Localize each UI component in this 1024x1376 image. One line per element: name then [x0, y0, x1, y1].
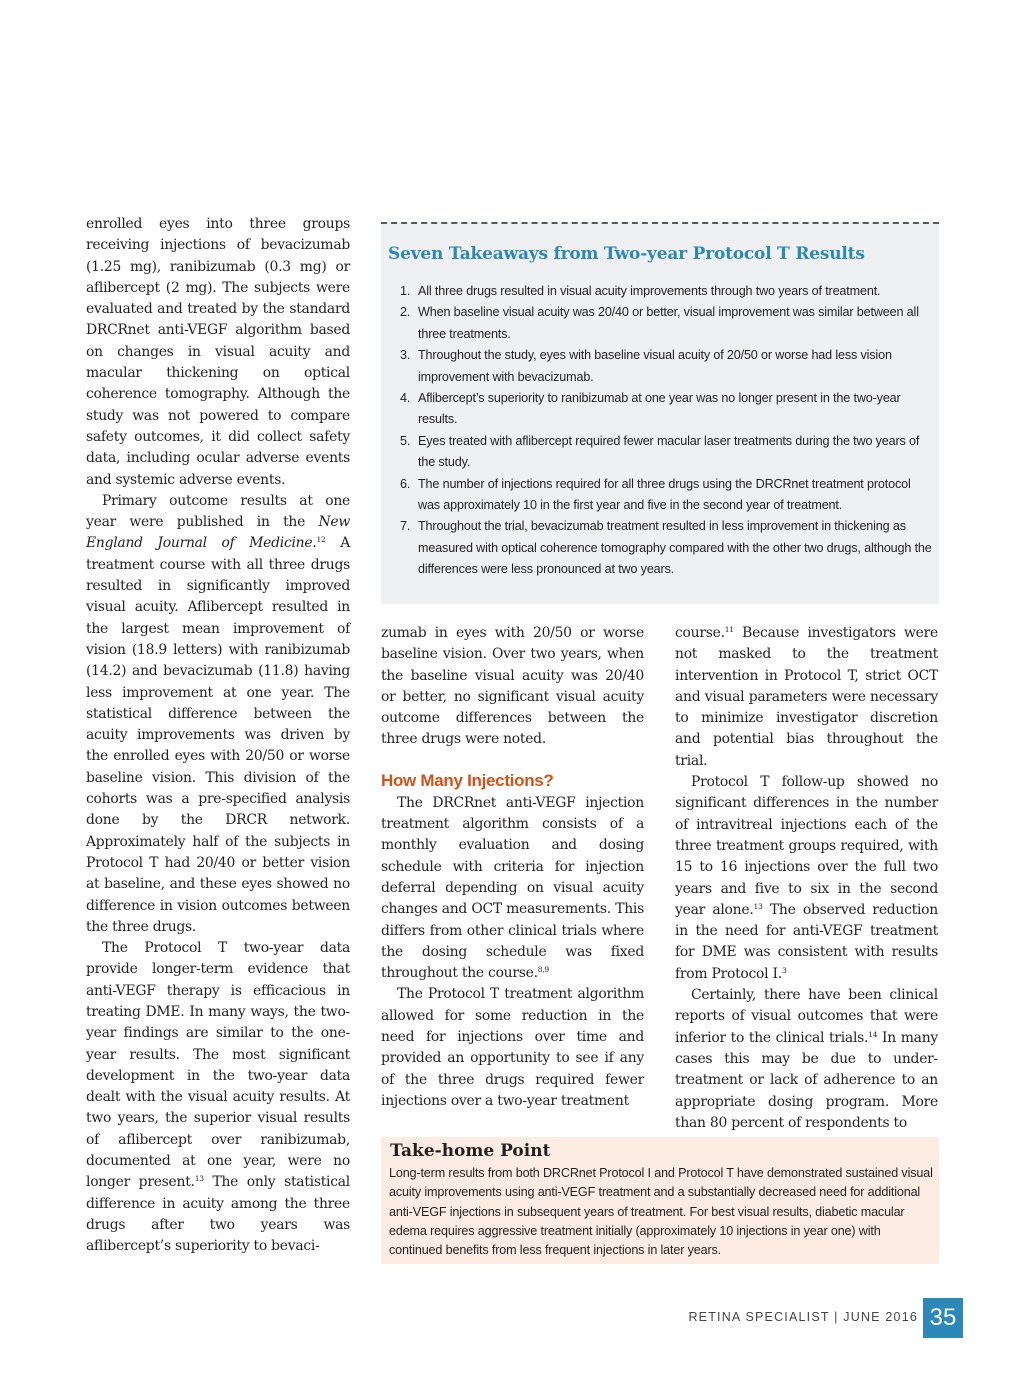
list-number: 3. — [400, 348, 411, 363]
reference-marker: 14 — [868, 1029, 878, 1039]
list-item — [400, 516, 932, 580]
article-column-2 — [381, 623, 644, 1112]
paragraph — [675, 985, 938, 1134]
text-run: A treatment course with all three drugs resulted in significantly improved visual acuity. Aflibercept resulted in the largest mean improvement of vision (18.9 letters) with ranibizumab (14.2) and bevacizumab (11.8) having less improvement at one year. The statistical difference between the acuity improvements was driven by the enrolled eyes with 20/50 or worse baseline vision. This division of the cohorts was a pre-specified analysis done by the DRCR network. Approximately half of the subjects in Protocol T had 20/40 or better vision at baseline, and these eyes showed no difference in vision outcomes between the three drugs. — [86, 535, 350, 935]
list-number: 4. — [400, 391, 411, 406]
reference-marker: 13 — [194, 1174, 204, 1184]
list-item — [400, 281, 932, 302]
list-item — [400, 302, 932, 345]
takeaways-sidebar — [381, 222, 939, 604]
paragraph — [86, 938, 350, 1257]
reference-marker: 13 — [753, 901, 763, 911]
take-home-text: Long-term results from both DRCRnet Protocol I and Protocol T have demonstrated sustained visual acuity improvements using anti-VEGF treatment and a substantially decreased need for additional anti-VEGF injections in subsequent years of treatment. For best visual results, diabetic macular edema requires aggressive treatment initially (approximately 10 injections in year one) with continued benefits from less frequent injections in later years. — [389, 1166, 933, 1258]
paragraph — [675, 772, 938, 985]
list-number: 2. — [400, 305, 411, 320]
reference-marker: 11 — [724, 625, 734, 634]
text-run: Because investigators were not masked to the treatment intervention in Protocol T, strict OCT and visual parameters were necessary to minimize investigator discretion and potential bias throughout the trial. — [675, 625, 938, 769]
list-item — [400, 474, 932, 517]
text-run: Protocol T follow-up showed no significant differences in the number of intravitreal injections each of the three treatment groups required, with 15 to 16 injections over the full two years and five to six in the second year alone. — [675, 774, 938, 918]
list-item — [400, 388, 932, 431]
reference-marker: 12 — [316, 535, 326, 545]
text-run: The only statistical difference in acuity among the three drugs after two years was aflibercept’s superiority to bevaci- — [86, 1174, 351, 1255]
list-item — [400, 345, 932, 388]
reference-marker: 3 — [781, 965, 787, 975]
list-text: Eyes treated with aflibercept required fewer macular laser treatments during the two years of the study. — [418, 433, 920, 470]
journal-title: New England Journal of Medicine — [86, 514, 350, 552]
paragraph: Primary outcome results at one year were published in the New England Journal of Medicine.$^{12}$ A treatment course with all three drugs resulted in significantly improved visual acuity. Aflibercept resulted in the largest mean improvement of vision (18.9 letters) with ranibizumab (14.2) and bevacizumab (11.8) having less improvement at one year. The statistical difference between the acuity improvements was driven by the enrolled eyes with 20/50 or worse baseline vision. This division of the cohorts was a pre-specified analysis done by the DRCR network. Approximately half of the subjects in Protocol T had 20/40 or better vision at baseline, and these eyes showed no difference in vision outcomes between the three drugs. — [86, 492, 350, 935]
text-run: In many cases this may be due to under-treatment or lack of adherence to an appropriate dosing program. More than 80 percent of respondents to — [675, 1029, 938, 1131]
takeaways-list — [400, 281, 932, 581]
text-run: Certainly, there have been clinical reports of visual outcomes that were inferior to the clinical trials. — [675, 987, 938, 1046]
page-number: 35 — [923, 1298, 963, 1338]
section-heading: How Many Injections? — [381, 770, 554, 790]
list-text: When baseline visual acuity was 20/40 or better, visual improvement was similar between all three treatments. — [418, 305, 919, 341]
list-number: 6. — [400, 476, 411, 491]
publication-footer: RETINA SPECIALIST | JUNE 2016 — [688, 1310, 918, 1324]
list-number: 5. — [400, 433, 411, 448]
text-run: The DRCRnet anti-VEGF injection treatment algorithm consists of a monthly evaluation and dosing schedule with criteria for injection deferral depending on visual acuity changes and OCT measurements. This differs from other clinical trials where the dosing schedule was fixed throughout the course. — [381, 794, 644, 982]
text-run: course. — [675, 625, 725, 641]
sidebar-title: Seven Takeaways from Two-year Protocol T Results — [388, 244, 865, 264]
text-run: Primary outcome results at one year were published in the — [86, 492, 350, 531]
list-text: Throughout the study, eyes with baseline visual acuity of 20/50 or worse had less vision improvement with bevacizumab. — [418, 348, 892, 384]
take-home-box — [381, 1137, 939, 1264]
paragraph: The Protocol T treatment algorithm allowed for some reduction in the need for injections over time and provided an opportunity to see if any of the three drugs required fewer injections over a two-year treatment — [381, 986, 644, 1109]
list-text: All three drugs resulted in visual acuity improvements through two years of treatment. — [418, 284, 881, 298]
text-run: The observed reduction in the need for anti-VEGF treatment for DME was consistent with results from Protocol I. — [675, 901, 938, 982]
list-text: Aflibercept’s superiority to ranibizumab at one year was no longer present in the two-year results. — [418, 391, 901, 427]
list-item — [400, 431, 932, 474]
reference-marker: 8,9 — [537, 965, 549, 975]
paragraph: zumab in eyes with 20/50 or worse baseline vision. Over two years, when the baseline visual acuity was 20/40 or better, no significant visual acuity outcome differences between the three drugs were noted. — [381, 625, 644, 748]
text-run: The Protocol T two-year data provide longer-term evidence that anti-VEGF therapy is efficacious in treating DME. In many ways, the two-year findings are similar to the one-year results. The most significant development in the two-year data dealt with the visual acuity results. At two years, the superior visual results of aflibercept over ranibizumab, documented at one year, were no longer present. — [86, 940, 350, 1191]
list-number: 1. — [400, 284, 411, 298]
list-text: Throughout the trial, bevacizumab treatment resulted in less improvement in thickening as measured with optical coherence tomography compared with the other two drugs, although the differences were less pronounced at two years. — [418, 519, 932, 577]
article-column-1 — [86, 214, 350, 1258]
article-column-3 — [675, 623, 938, 1134]
list-text: The number of injections required for all three drugs using the DRCRnet treatment protocol was approximately 10 in the first year and five in the second year of treatment. — [418, 476, 911, 513]
list-number: 7. — [400, 519, 411, 534]
paragraph — [675, 623, 938, 772]
paragraph: enrolled eyes into three groups receiving injections of bevacizumab (1.25 mg), ranibizumab (0.3 mg) or aflibercept (2 mg). The subjects were evaluated and treated by the standard DRCRnet anti-VEGF algorithm based on changes in visual acuity and macular thickening on optical coherence tomography. Although the study was not powered to compare safety outcomes, it did collect safety data, including ocular adverse events and systemic adverse events. — [86, 216, 350, 488]
take-home-title: Take-home Point — [390, 1141, 551, 1161]
paragraph — [381, 793, 644, 985]
